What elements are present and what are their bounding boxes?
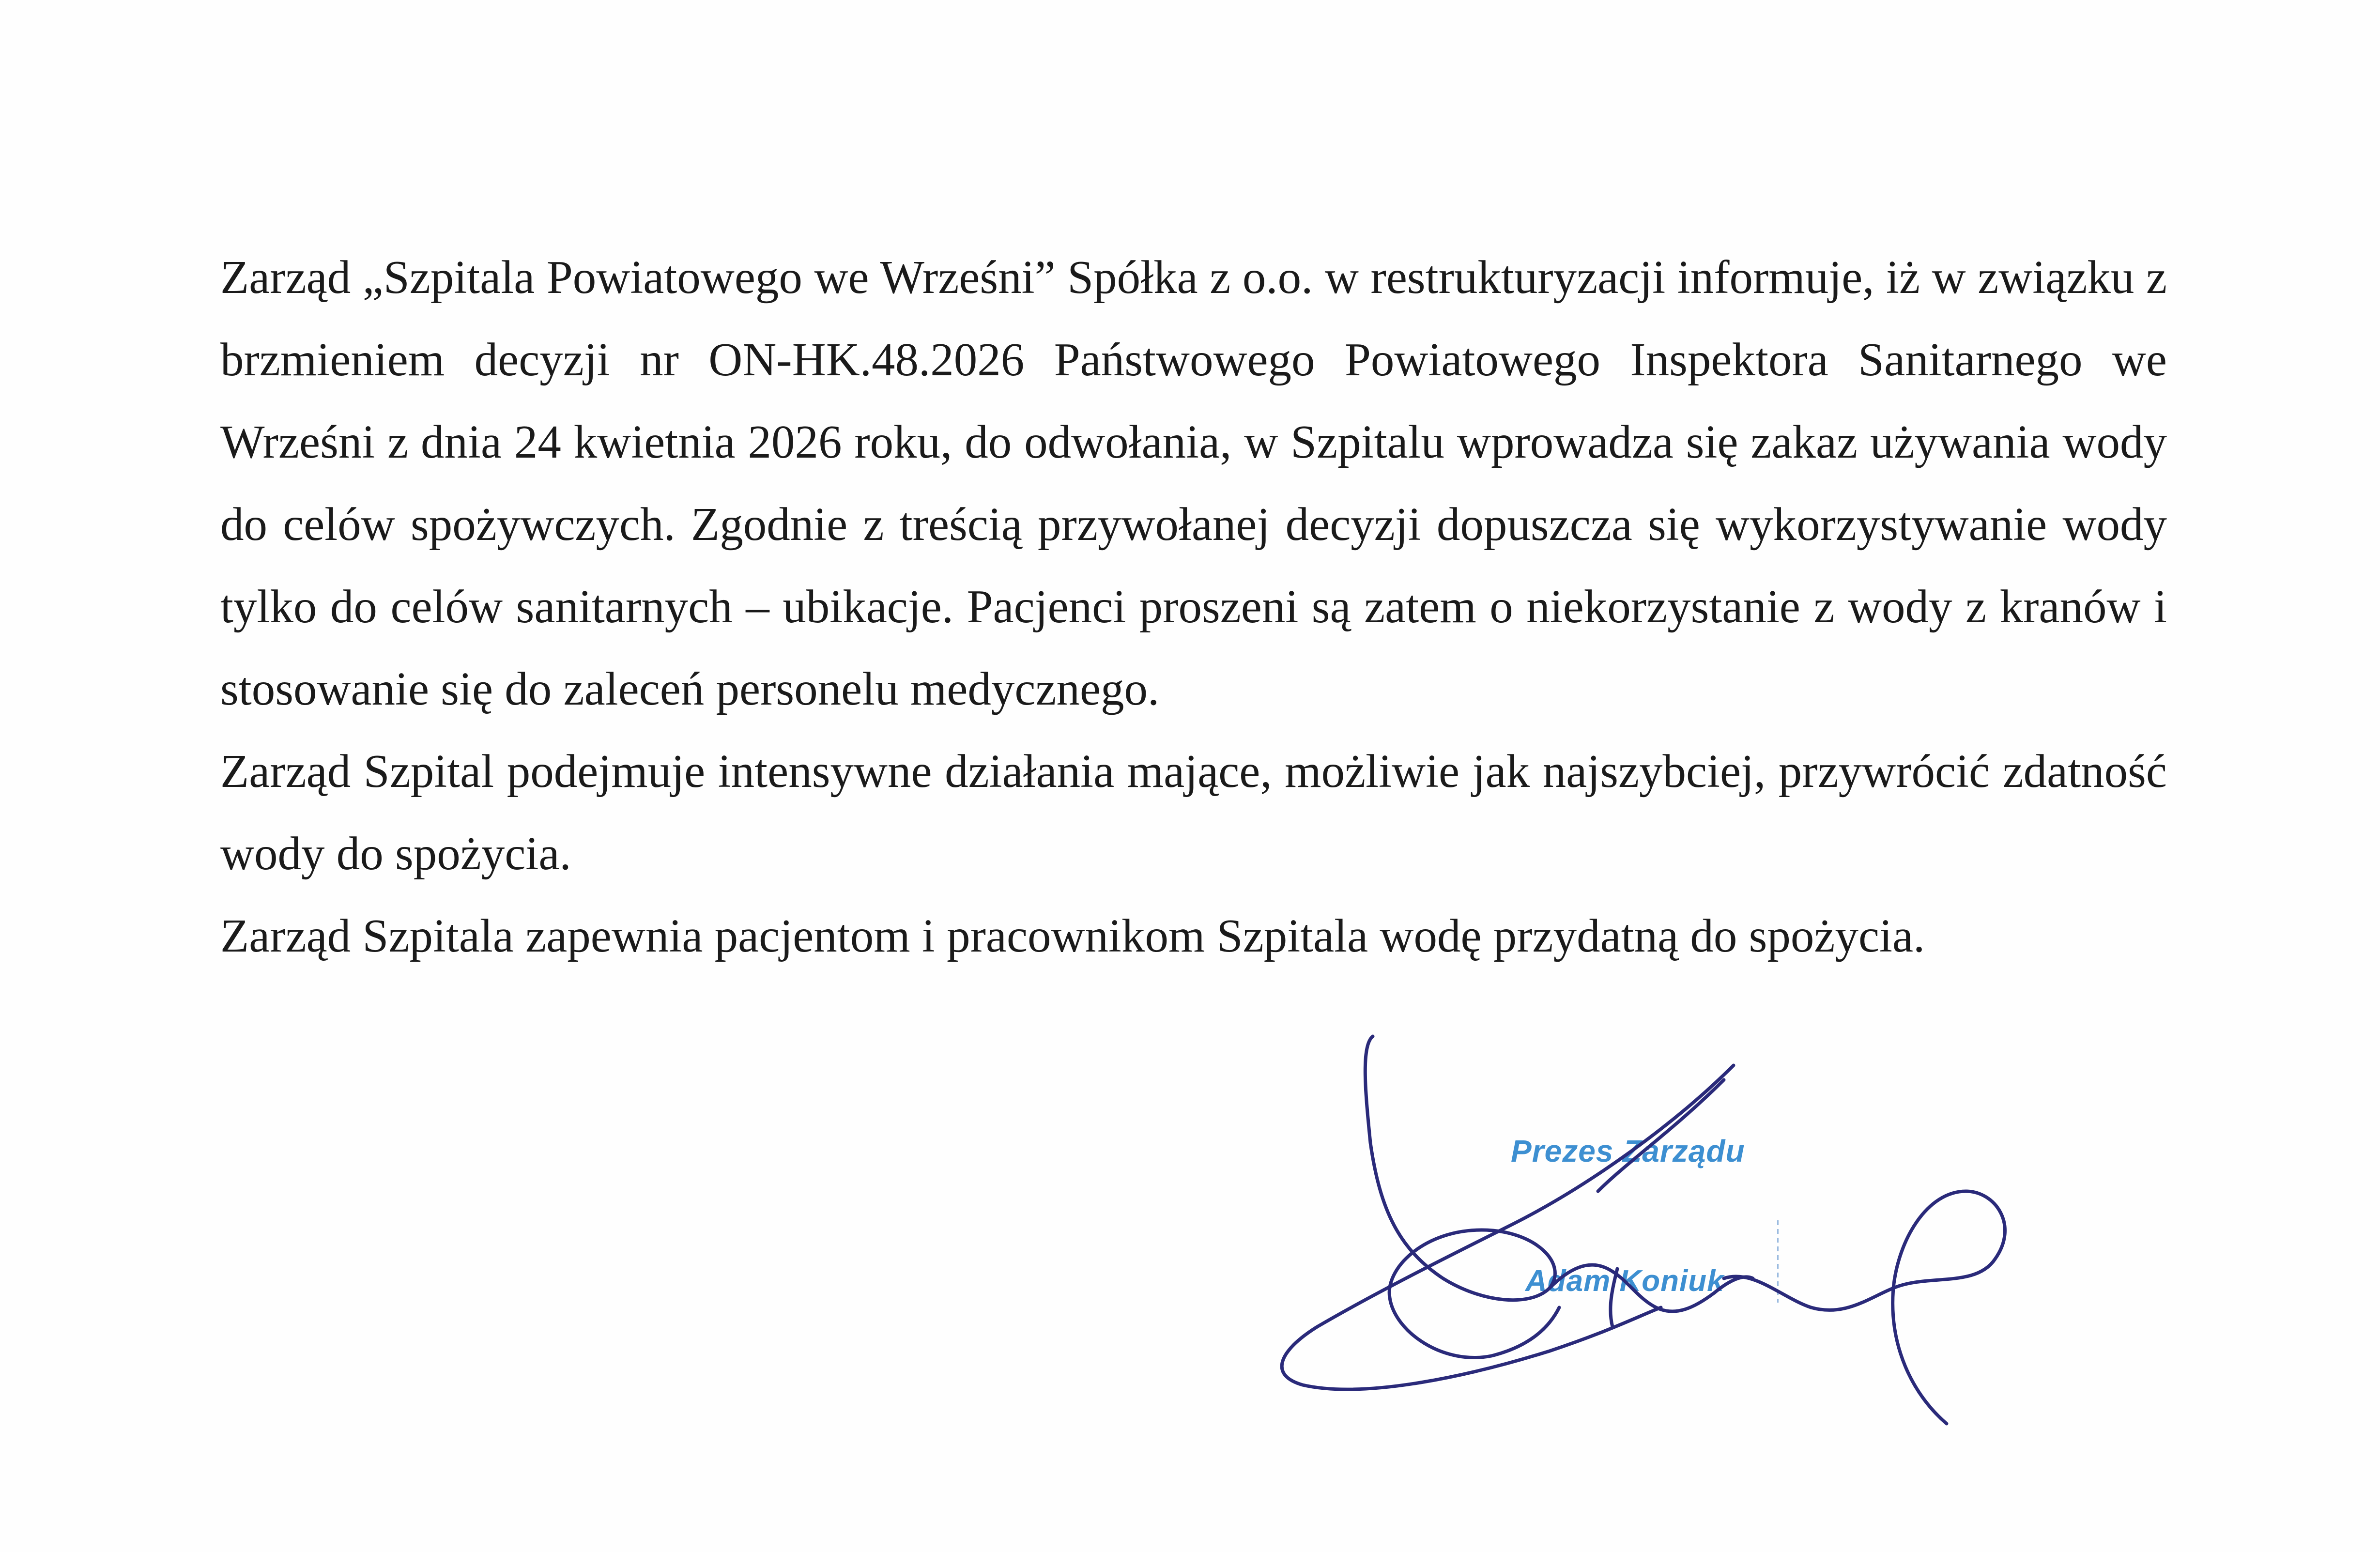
stamp-name: Adam Koniuk	[1525, 1264, 1724, 1298]
stamp-title: Prezes Zarządu	[1511, 1134, 1745, 1168]
paragraph-actions: Zarząd Szpital podejmuje intensywne działania mające, możliwie jak najszybciej, przywrócić zdatność wody do spożycia.	[220, 745, 2167, 879]
paragraph-provision: Zarząd Szpitala zapewnia pacjentom i pracownikom Szpitala wodę przydatną do spożycia.	[220, 910, 1925, 962]
announcement-body	[220, 236, 2167, 977]
signature-block	[1240, 1017, 2082, 1453]
paragraph-decision: Zarząd „Szpitala Powiatowego we Wrześni” Spółka z o.o. w restrukturyzacji informuje, iż w związku z brzmieniem decyzji nr ON-HK.48.2026 Państwowego Powiatowego Inspektora Sanitarnego we Wrześni z dnia 24 kwietnia 2026 roku, do odwołania, w Szpitalu wprowadza się zakaz używania wody do celów spożywczych. Zgodnie z treścią przywołanej decyzji dopuszcza się wykorzystywanie wody tylko do celów sanitarnych – ubikacje. Pacjenci proszeni są zatem o niekorzystanie z wody z kranów i stosowanie się do zaleceń personelu medycznego.	[220, 251, 2167, 715]
handwritten-signature-icon	[1240, 1017, 2082, 1453]
